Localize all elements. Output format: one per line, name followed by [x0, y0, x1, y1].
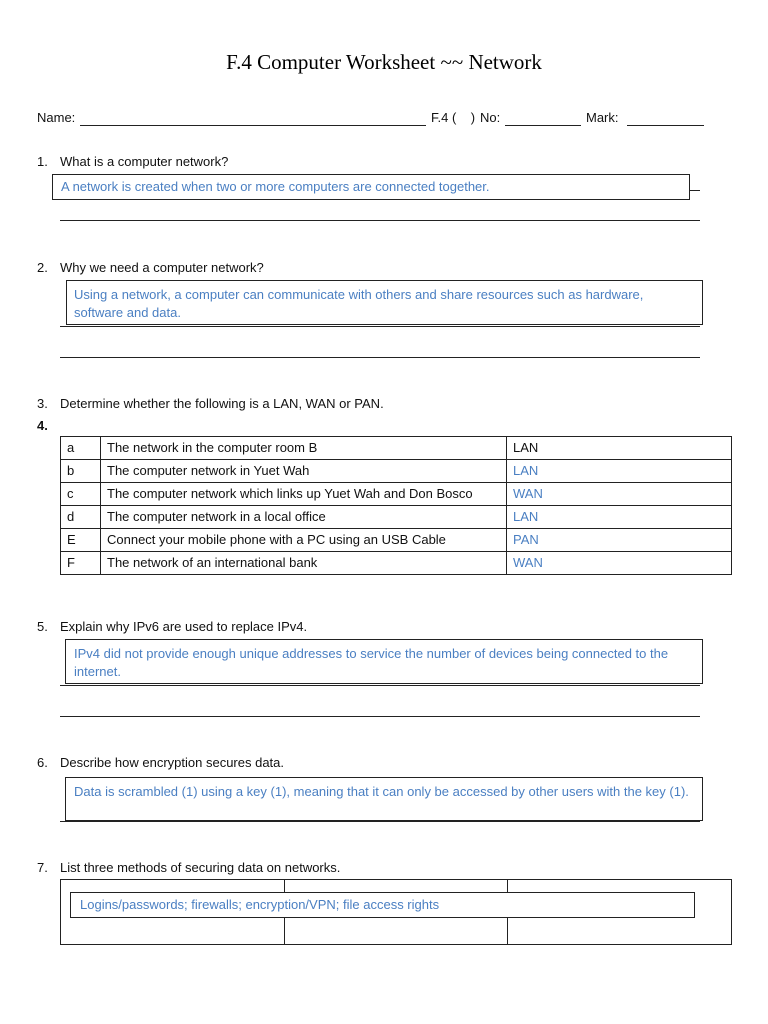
row-description: Connect your mobile phone with a PC using an USB Cable	[101, 529, 507, 552]
row-network-type[interactable]: WAN	[507, 483, 732, 506]
q7-answer-box[interactable]	[70, 892, 695, 918]
table-row	[61, 506, 732, 529]
q2-answer: Using a network, a computer can communicate with others and share resources such as hardware, software and data.	[74, 287, 644, 320]
row-network-type[interactable]: WAN	[507, 552, 732, 575]
no-field[interactable]	[505, 125, 581, 126]
q1-number: 1.	[37, 154, 48, 169]
row-id: b	[61, 460, 101, 483]
q5-answer-line-1	[60, 685, 700, 686]
q3-number: 3.	[37, 396, 48, 411]
q6-number: 6.	[37, 755, 48, 770]
q5-answer: IPv4 did not provide enough unique addresses to service the number of devices being connected to the internet.	[74, 646, 669, 679]
no-label: No:	[480, 110, 501, 125]
q6-question: Describe how encryption secures data.	[60, 755, 285, 770]
table-row	[61, 483, 732, 506]
mark-label: Mark:	[586, 110, 619, 125]
q5-answer-line-2	[60, 716, 700, 717]
q1-answer-line-2	[60, 220, 700, 221]
table-row	[61, 529, 732, 552]
q7-number: 7.	[37, 860, 48, 875]
table-row	[61, 460, 732, 483]
q6-answer-box[interactable]	[65, 777, 703, 821]
q5-answer-box[interactable]	[65, 639, 703, 684]
q2-number: 2.	[37, 260, 48, 275]
class-label: F.4 ( )	[431, 110, 476, 125]
row-network-type[interactable]: LAN	[507, 460, 732, 483]
q1-question: What is a computer network?	[60, 154, 229, 169]
name-field[interactable]	[80, 125, 426, 126]
q2-question: Why we need a computer network?	[60, 260, 264, 275]
row-id: a	[61, 437, 101, 460]
row-id: c	[61, 483, 101, 506]
row-description: The computer network which links up Yuet Wah and Don Bosco	[101, 483, 507, 506]
row-network-type[interactable]: PAN	[507, 529, 732, 552]
table-row	[61, 552, 732, 575]
q5-number: 5.	[37, 619, 48, 634]
row-network-type[interactable]: LAN	[507, 437, 732, 460]
q7-answer: Logins/passwords; firewalls; encryption/VPN; file access rights	[80, 897, 440, 912]
row-id: E	[61, 529, 101, 552]
name-label: Name:	[37, 110, 76, 125]
row-id: d	[61, 506, 101, 529]
q2-answer-line-2	[60, 357, 700, 358]
q6-answer: Data is scrambled (1) using a key (1), meaning that it can only be accessed by other users with the key (1).	[74, 784, 689, 799]
q2-answer-box[interactable]	[66, 280, 703, 325]
row-description: The computer network in a local office	[101, 506, 507, 529]
q4-number: 4.	[37, 418, 48, 433]
q1-answer-box[interactable]	[52, 174, 690, 200]
row-network-type[interactable]: LAN	[507, 506, 732, 529]
page-title: F.4 Computer Worksheet ~~ Network	[226, 50, 542, 74]
q1-answer: A network is created when two or more computers are connected together.	[61, 179, 490, 194]
q6-answer-line-1	[60, 821, 700, 822]
row-description: The network of an international bank	[101, 552, 507, 575]
q7-question: List three methods of securing data on networks.	[60, 860, 341, 875]
network-type-table	[60, 436, 732, 575]
q5-question: Explain why IPv6 are used to replace IPv4.	[60, 619, 308, 634]
row-id: F	[61, 552, 101, 575]
mark-field[interactable]	[627, 125, 704, 126]
q3-question: Determine whether the following is a LAN, WAN or PAN.	[60, 396, 384, 411]
q2-answer-line-1	[60, 326, 700, 327]
row-description: The network in the computer room B	[101, 437, 507, 460]
row-description: The computer network in Yuet Wah	[101, 460, 507, 483]
table-row	[61, 437, 732, 460]
